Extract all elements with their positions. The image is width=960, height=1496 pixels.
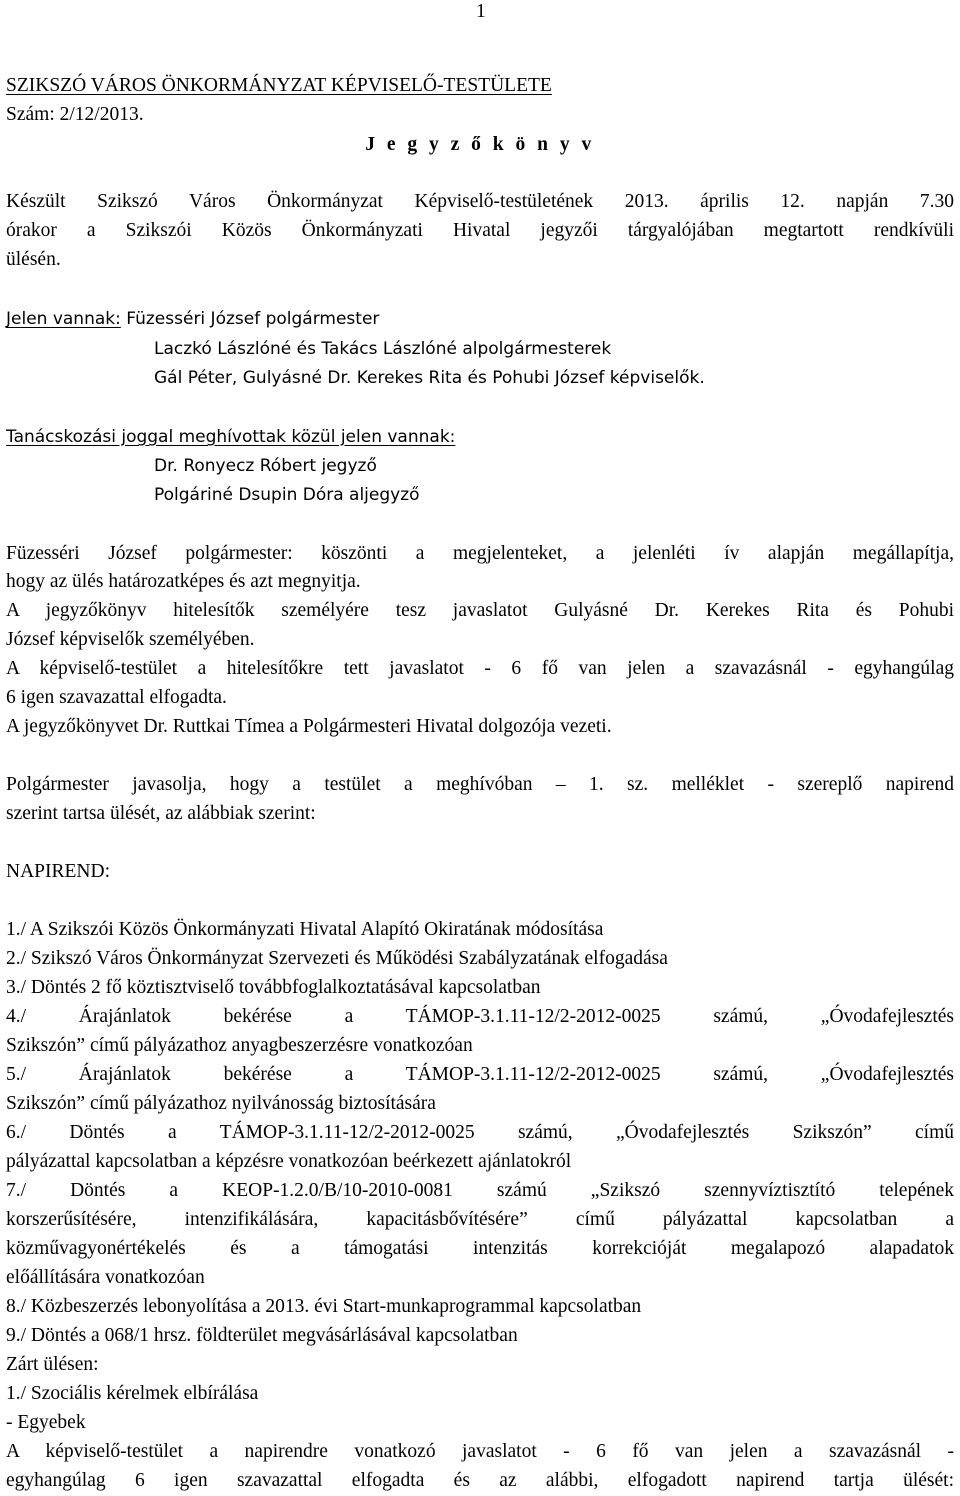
present-row <box>6 305 954 334</box>
agenda-item: 9./ Döntés a 068/1 hrsz. földterület megvásárlásával kapcsolatban <box>6 1325 518 1346</box>
agenda-item: - Egyebek <box>6 1412 86 1433</box>
agenda-item: 8./ Közbeszerzés lebonyolítása a 2013. évi Start-munkaprogrammal kapcsolatban <box>6 1296 642 1317</box>
body-line: hogy az ülés határozatképes és azt megnyitja. <box>6 571 361 592</box>
present-member: Gál Péter, Gulyásné Dr. Kerekes Rita és Pohubi József képviselők. <box>154 368 705 388</box>
advisory-member: Dr. Ronyecz Róbert jegyző <box>154 456 377 476</box>
agenda-item: közművagyonértékelés és a támogatási intenzitás korrekcióját megalapozó alapadatok <box>6 1238 954 1259</box>
agenda-item: 3./ Döntés 2 fő köztisztviselő továbbfoglalkoztatásával kapcsolatban <box>6 977 541 998</box>
agenda-item: 5./ Árajánlatok bekérése a TÁMOP-3.1.11-12/2-2012-0025 számú, „Óvodafejlesztés <box>6 1064 954 1085</box>
body-line: A jegyzőkönyv hitelesítők személyére tesz javaslatot Gulyásné Dr. Kerekes Rita és Pohubi <box>6 600 954 621</box>
body-line: 6 igen szavazattal elfogadta. <box>6 687 227 708</box>
agenda-heading: NAPIREND: <box>6 861 111 882</box>
agenda-item: 7./ Döntés a KEOP-1.2.0/B/10-2010-0081 számú „Szikszó szennyvíztisztító telepének <box>6 1180 954 1201</box>
page-number: 1 <box>476 1 486 22</box>
body-line: A képviselő-testület a hitelesítőkre tett javaslatot - 6 fő van jelen a szavazásnál - egyhangúlag <box>6 658 954 679</box>
agenda-item: 2./ Szikszó Város Önkormányzat Szervezeti és Működési Szabályzatának elfogadása <box>6 948 668 969</box>
agenda-item: korszerűsítésére, intenzifikálására, kapacitásbővítésére” című pályázattal kapcsolatban a <box>6 1209 954 1230</box>
agenda-item: 6./ Döntés a TÁMOP-3.1.11-12/2-2012-0025 számú, „Óvodafejlesztés Szikszón” című <box>6 1122 954 1143</box>
body-line: József képviselők személyében. <box>6 629 255 650</box>
agenda-item: egyhangúlag 6 igen szavazattal elfogadta és az alábbi, elfogadott napirend tartja ülését: <box>6 1470 954 1491</box>
proposal-line: Polgármester javasolja, hogy a testület a meghívóban – 1. sz. melléklet - szereplő napirend <box>6 774 954 795</box>
advisory-label: Tanácskozási joggal meghívottak közül jelen vannak: <box>6 427 456 447</box>
agenda-item: Szikszón” című pályázathoz nyilvánosság biztosítására <box>6 1093 436 1114</box>
intro-line: Készült Szikszó Város Önkormányzat Képviselő-testületének 2013. április 12. napján 7.30 <box>6 191 954 212</box>
proposal-line: szerint tartsa ülését, az alábbiak szerint: <box>6 803 316 824</box>
present-member: Laczkó Lászlóné és Takács Lászlóné alpolgármesterek <box>154 339 612 359</box>
agenda-item: 1./ Szociális kérelmek elbírálása <box>6 1383 259 1404</box>
present-label: Jelen vannak: <box>6 309 121 329</box>
agenda-item: 4./ Árajánlatok bekérése a TÁMOP-3.1.11-12/2-2012-0025 számú, „Óvodafejlesztés <box>6 1006 954 1027</box>
body-line: Füzesséri József polgármester: köszönti a megjelenteket, a jelenléti ív alapján megállapítja, <box>6 543 954 564</box>
council-name: SZIKSZÓ VÁROS ÖNKORMÁNYZAT KÉPVISELŐ-TESTÜLETE <box>6 75 552 96</box>
agenda-item: A képviselő-testület a napirendre vonatkozó javaslatot - 6 fő van jelen a szavazásnál - <box>6 1441 954 1462</box>
document-number: Szám: 2/12/2013. <box>6 104 144 125</box>
agenda-item: Szikszón” című pályázathoz anyagbeszerzésre vonatkozóan <box>6 1035 473 1056</box>
intro-line: ülésén. <box>6 249 61 270</box>
intro-line: órakor a Szikszói Közös Önkormányzati Hivatal jegyzői tárgyalójában megtartott rendkívüli <box>6 220 954 241</box>
agenda-item: pályázattal kapcsolatban a képzésre vonatkozóan beérkezett ajánlatokról <box>6 1151 572 1172</box>
agenda-item: előállítására vonatkozóan <box>6 1267 205 1288</box>
document-title: J e g y z ő k ö n y v <box>365 134 595 155</box>
agenda-item: 1./ A Szikszói Közös Önkormányzati Hivatal Alapító Okiratának módosítása <box>6 919 604 940</box>
present-member: Füzesséri József polgármester <box>126 309 380 329</box>
agenda-item: Zárt ülésen: <box>6 1354 99 1375</box>
advisory-member: Polgáriné Dsupin Dóra aljegyző <box>154 485 420 505</box>
body-line: A jegyzőkönyvet Dr. Ruttkai Tímea a Polgármesteri Hivatal dolgozója vezeti. <box>6 716 612 737</box>
